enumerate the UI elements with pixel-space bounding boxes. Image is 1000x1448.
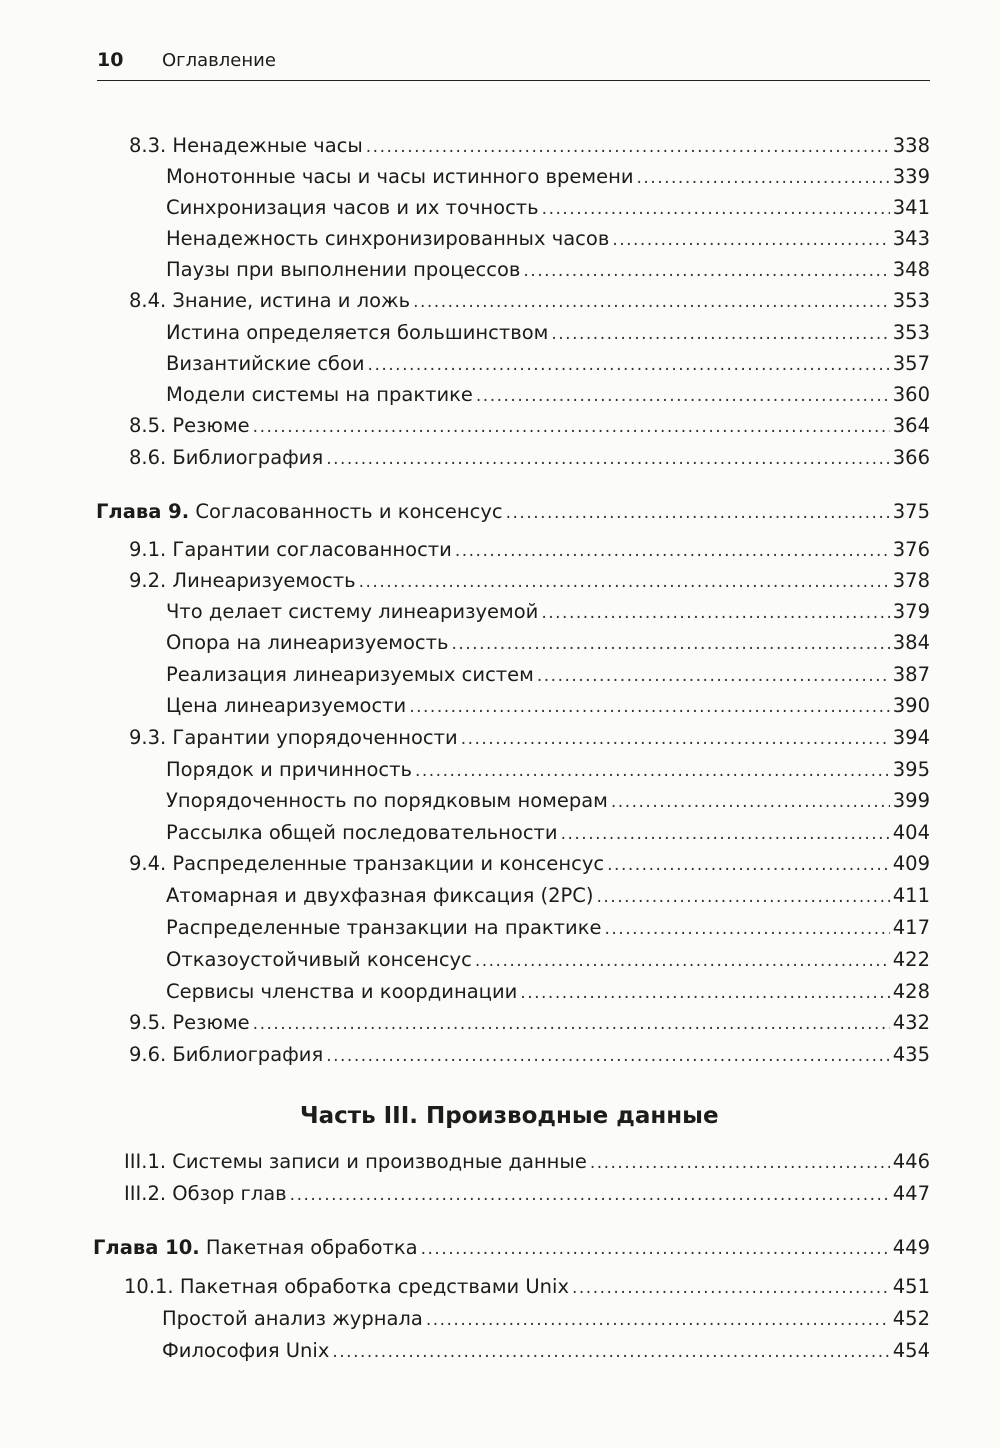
- page-ref: 348: [892, 258, 930, 281]
- toc-entry[interactable]: [129, 537, 930, 564]
- dot-leader: [523, 258, 889, 284]
- dot-leader: [475, 948, 890, 974]
- dot-leader: [561, 821, 890, 847]
- toc-entry[interactable]: [166, 195, 930, 222]
- toc-entry[interactable]: [124, 1181, 930, 1208]
- page-ref: 387: [892, 663, 930, 686]
- dot-leader: [461, 726, 890, 752]
- toc-entry[interactable]: [129, 1042, 930, 1069]
- page-ref: 394: [892, 726, 930, 749]
- toc-entry[interactable]: [129, 851, 930, 878]
- toc-entry[interactable]: [166, 351, 930, 378]
- entry-title: Порядок и причинность: [166, 758, 412, 781]
- toc-entry[interactable]: [166, 757, 930, 784]
- dot-leader: [506, 500, 890, 526]
- dot-leader: [455, 538, 890, 564]
- entry-title: Рассылка общей последовательности: [166, 821, 558, 844]
- entry-title: Философия Unix: [162, 1339, 330, 1362]
- toc-entry[interactable]: [129, 1010, 930, 1037]
- toc-entry[interactable]: [124, 1274, 930, 1301]
- toc-entry[interactable]: [166, 788, 930, 815]
- entry-title: Распределенные транзакции на практике: [166, 916, 602, 939]
- page-ref: 360: [892, 383, 930, 406]
- page-ref: 399: [892, 789, 930, 812]
- section-number: 8.6.: [129, 446, 167, 469]
- page-ref: 432: [892, 1011, 930, 1034]
- toc-entry[interactable]: [166, 883, 930, 910]
- section-number: 9.2.: [129, 569, 167, 592]
- dot-leader: [542, 196, 890, 222]
- page-ref: 452: [892, 1307, 930, 1330]
- dot-leader: [541, 600, 889, 626]
- dot-leader: [332, 1339, 889, 1365]
- toc-entry[interactable]: [166, 630, 930, 657]
- section-number: 9.1.: [129, 538, 167, 561]
- toc-entry[interactable]: [166, 257, 930, 284]
- page-ref: 395: [892, 758, 930, 781]
- toc-entry[interactable]: [166, 947, 930, 974]
- dot-leader: [537, 663, 890, 689]
- entry-title: Обзор глав: [172, 1182, 287, 1205]
- toc-entry[interactable]: [162, 1338, 930, 1365]
- page-ref: 353: [892, 321, 930, 344]
- dot-leader: [611, 789, 890, 815]
- dot-leader: [253, 414, 890, 440]
- dot-leader: [590, 1150, 890, 1176]
- dot-leader: [551, 321, 889, 347]
- section-number: 8.5.: [129, 414, 167, 437]
- toc-entry[interactable]: [129, 568, 930, 595]
- dot-leader: [520, 980, 889, 1006]
- entry-title: Библиография: [172, 1043, 324, 1066]
- dot-leader: [359, 569, 890, 595]
- page-ref: 379: [892, 600, 930, 623]
- entry-title: Библиография: [172, 446, 324, 469]
- entry-title: Пакетная обработка: [205, 1236, 418, 1259]
- page-ref: 338: [892, 134, 930, 157]
- toc-entry[interactable]: [166, 382, 930, 409]
- toc-entry[interactable]: [166, 164, 930, 191]
- dot-leader: [326, 1043, 890, 1069]
- page-ref: 454: [892, 1339, 930, 1362]
- toc-entry[interactable]: [166, 820, 930, 847]
- page-ref: 357: [892, 352, 930, 375]
- section-number: 9.4.: [129, 852, 167, 875]
- entry-title: Резюме: [172, 414, 250, 437]
- toc-entry[interactable]: [166, 599, 930, 626]
- page-ref: 409: [892, 852, 930, 875]
- entry-title: Знание, истина и ложь: [172, 289, 411, 312]
- entry-title: Простой анализ журнала: [162, 1307, 423, 1330]
- page-ref: 376: [892, 538, 930, 561]
- dot-leader: [253, 1011, 890, 1037]
- entry-title: Реализация линеаризуемых систем: [166, 663, 534, 686]
- dot-leader: [637, 165, 890, 191]
- section-number: III.1.: [124, 1150, 167, 1173]
- dot-leader: [421, 1236, 890, 1262]
- page-ref: 384: [892, 631, 930, 654]
- dot-leader: [409, 694, 890, 720]
- toc-entry[interactable]: [129, 725, 930, 752]
- page-ref: 390: [892, 694, 930, 717]
- entry-title: Пакетная обработка средствами Unix: [179, 1275, 569, 1298]
- dot-leader: [415, 758, 890, 784]
- toc-entry[interactable]: [129, 133, 930, 160]
- entry-title: Резюме: [172, 1011, 250, 1034]
- entry-title: Сервисы членства и координации: [166, 980, 518, 1003]
- page-ref: 422: [892, 948, 930, 971]
- page-number: 10: [97, 49, 124, 71]
- toc-chapter-entry[interactable]: [96, 499, 930, 526]
- toc-entry[interactable]: [166, 662, 930, 689]
- page-ref: 366: [892, 446, 930, 469]
- page-ref: 404: [892, 821, 930, 844]
- section-number: 10.1.: [124, 1275, 174, 1298]
- entry-title: Истина определяется большинством: [166, 321, 549, 344]
- entry-title: Что делает систему линеаризуемой: [166, 600, 539, 623]
- page-ref: 451: [892, 1275, 930, 1298]
- section-number: 8.3.: [129, 134, 167, 157]
- toc-entry[interactable]: [129, 445, 930, 472]
- entry-title: Гарантии согласованности: [172, 538, 452, 561]
- page-ref: 343: [892, 227, 930, 250]
- page-ref: 447: [892, 1182, 930, 1205]
- dot-leader: [572, 1275, 890, 1301]
- part-heading: Часть III. Производные данные: [300, 1103, 719, 1129]
- entry-title: Опора на линеаризуемость: [166, 631, 449, 654]
- page-ref: 364: [892, 414, 930, 437]
- chapter-label: Глава 10.: [93, 1236, 200, 1259]
- section-number: 9.5.: [129, 1011, 167, 1034]
- running-title: Оглавление: [162, 50, 276, 71]
- section-number: 9.3.: [129, 726, 167, 749]
- dot-leader: [476, 383, 890, 409]
- entry-title: Ненадежные часы: [172, 134, 363, 157]
- page-ref: 417: [892, 916, 930, 939]
- dot-leader: [413, 289, 890, 315]
- toc-entry[interactable]: [166, 979, 930, 1006]
- page-ref: 378: [892, 569, 930, 592]
- toc-entry[interactable]: [166, 320, 930, 347]
- dot-leader: [326, 446, 890, 472]
- entry-title: Ненадежность синхронизированных часов: [166, 227, 610, 250]
- page-ref: 449: [892, 1236, 930, 1259]
- entry-title: Цена линеаризуемости: [166, 694, 407, 717]
- toc-entry[interactable]: [166, 226, 930, 253]
- page-ref: 411: [892, 884, 930, 907]
- page-ref: 339: [892, 165, 930, 188]
- dot-leader: [612, 227, 889, 253]
- entry-title: Гарантии упорядоченности: [172, 726, 458, 749]
- entry-title: Линеаризуемость: [172, 569, 356, 592]
- toc-entry[interactable]: [129, 413, 930, 440]
- dot-leader: [368, 352, 890, 378]
- page-ref: 375: [892, 500, 930, 523]
- dot-leader: [605, 916, 890, 942]
- toc-entry[interactable]: [162, 1306, 930, 1333]
- entry-title: Атомарная и двухфазная фиксация (2PC): [166, 884, 594, 907]
- entry-title: Упорядоченность по порядковым номерам: [166, 789, 608, 812]
- toc-entry[interactable]: [166, 693, 930, 720]
- section-number: 8.4.: [129, 289, 167, 312]
- entry-title: Модели системы на практике: [166, 383, 473, 406]
- entry-title: Системы записи и производные данные: [172, 1150, 587, 1173]
- entry-title: Монотонные часы и часы истинного времени: [166, 165, 634, 188]
- entry-title: Распределенные транзакции и консенсус: [172, 852, 605, 875]
- page-ref: 341: [892, 196, 930, 219]
- dot-leader: [426, 1307, 890, 1333]
- page-ref: 435: [892, 1043, 930, 1066]
- entry-title: Паузы при выполнении процессов: [166, 258, 521, 281]
- page-header: [97, 46, 930, 81]
- dot-leader: [597, 884, 890, 910]
- dot-leader: [366, 134, 890, 160]
- dot-leader: [451, 631, 889, 657]
- toc-entry[interactable]: [166, 915, 930, 942]
- section-number: 9.6.: [129, 1043, 167, 1066]
- toc-chapter-entry[interactable]: [93, 1235, 930, 1262]
- page-ref: 446: [892, 1150, 930, 1173]
- page-ref: 428: [892, 980, 930, 1003]
- entry-title: Отказоустойчивый консенсус: [166, 948, 472, 971]
- entry-title: Согласованность и консенсус: [195, 500, 503, 523]
- section-number: III.2.: [124, 1182, 167, 1205]
- page-ref: 353: [892, 289, 930, 312]
- dot-leader: [290, 1182, 890, 1208]
- dot-leader: [607, 852, 890, 878]
- toc-entry[interactable]: [129, 288, 930, 315]
- toc-entry[interactable]: [124, 1149, 930, 1176]
- entry-title: Византийские сбои: [166, 352, 365, 375]
- chapter-label: Глава 9.: [96, 500, 190, 523]
- entry-title: Синхронизация часов и их точность: [166, 196, 539, 219]
